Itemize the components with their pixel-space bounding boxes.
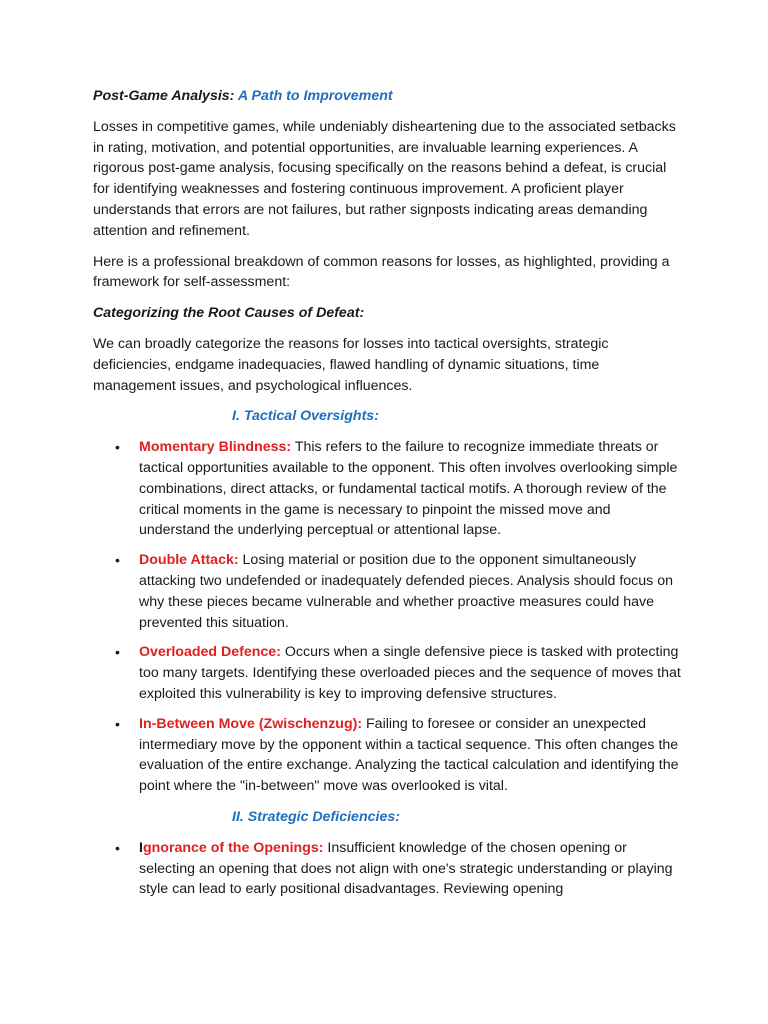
term-description: This refers to the failure to recognize immediate threats or tactical opportunities available to the opponent. This often involves overlooking simple combinations, direct attacks, or fundamental tactical motifs. A thorough review of the critical moments in the game is necessary to pinpoint the missed move and understand the underlying perceptual or attentional lapse.: [139, 439, 678, 539]
document-title: [93, 86, 683, 107]
tactical-list: [93, 437, 683, 797]
list-item: [93, 437, 683, 541]
document-page: [93, 86, 683, 910]
term-description: Occurs when a single defensive piece is tasked with protecting too many targets. Identifying these overloaded pieces and the sequence of moves that exploited this vulnerability is key to improving defensive structures.: [139, 644, 681, 702]
strategic-list: [93, 838, 683, 900]
list-item: [93, 642, 683, 704]
list-item: [93, 714, 683, 797]
term-first-letter: I: [139, 839, 143, 856]
term-label: Overloaded Defence:: [139, 644, 281, 661]
breakdown-intro-paragraph: Here is a professional breakdown of common reasons for losses, as highlighted, providing a framework for self-assessment:: [93, 253, 670, 291]
term-label: In-Between Move (Zwischenzug):: [139, 715, 363, 732]
term-description: Losing material or position due to the opponent simultaneously attacking two undefended or inadequately defended pieces. Analysis should focus on why these pieces became vulnerable and whether proactive measures could have prevented this situation.: [139, 552, 673, 631]
list-item: [93, 550, 683, 633]
term-label: Momentary Blindness:: [139, 439, 292, 456]
term-label: gnorance of the Openings:: [142, 839, 324, 856]
list-item: [93, 838, 683, 900]
term-description: Insufficient knowledge of the chosen opening or selecting an opening that does not align with one's strategic understanding or playing style can lead to early positional disadvantages. Reviewing opening: [139, 839, 673, 898]
title-accent: A Path to Improvement: [237, 88, 393, 104]
section-strategic-heading: II. Strategic Deficiencies:: [232, 808, 400, 825]
bullet-icon: •: [115, 715, 120, 732]
bullet-icon: •: [115, 439, 120, 456]
intro-paragraph: Losses in competitive games, while undeniably disheartening due to the associated setbacks in rating, motivation, and potential opportunities, are invaluable learning experiences. A rigorous post-game analysis, focusing specifically on the reasons behind a defeat, is crucial for identifying weaknesses and fostering continuous improvement. A proficient player understands that errors are not failures, but rather signposts indicating areas demanding attention and refinement.: [93, 118, 676, 239]
bullet-icon: •: [115, 552, 120, 569]
categories-paragraph: We can broadly categorize the reasons for losses into tactical oversights, strategic deficiencies, endgame inadequacies, flawed handling of dynamic situations, time management issues, and psychological influences.: [93, 335, 609, 394]
root-causes-subheading: Categorizing the Root Causes of Defeat:: [93, 305, 365, 322]
bullet-icon: •: [115, 839, 120, 856]
term-label: Double Attack:: [139, 552, 239, 569]
title-prefix: Post-Game Analysis:: [93, 88, 235, 104]
term-description: Failing to foresee or consider an unexpected intermediary move by the opponent within a tactical sequence. This often changes the evaluation of the entire exchange. Analyzing the tactical calculation and identifying the point where the "in-between" move was overlooked is vital.: [139, 715, 679, 795]
section-tactical-heading: I. Tactical Oversights:: [232, 408, 379, 425]
bullet-icon: •: [115, 644, 120, 661]
